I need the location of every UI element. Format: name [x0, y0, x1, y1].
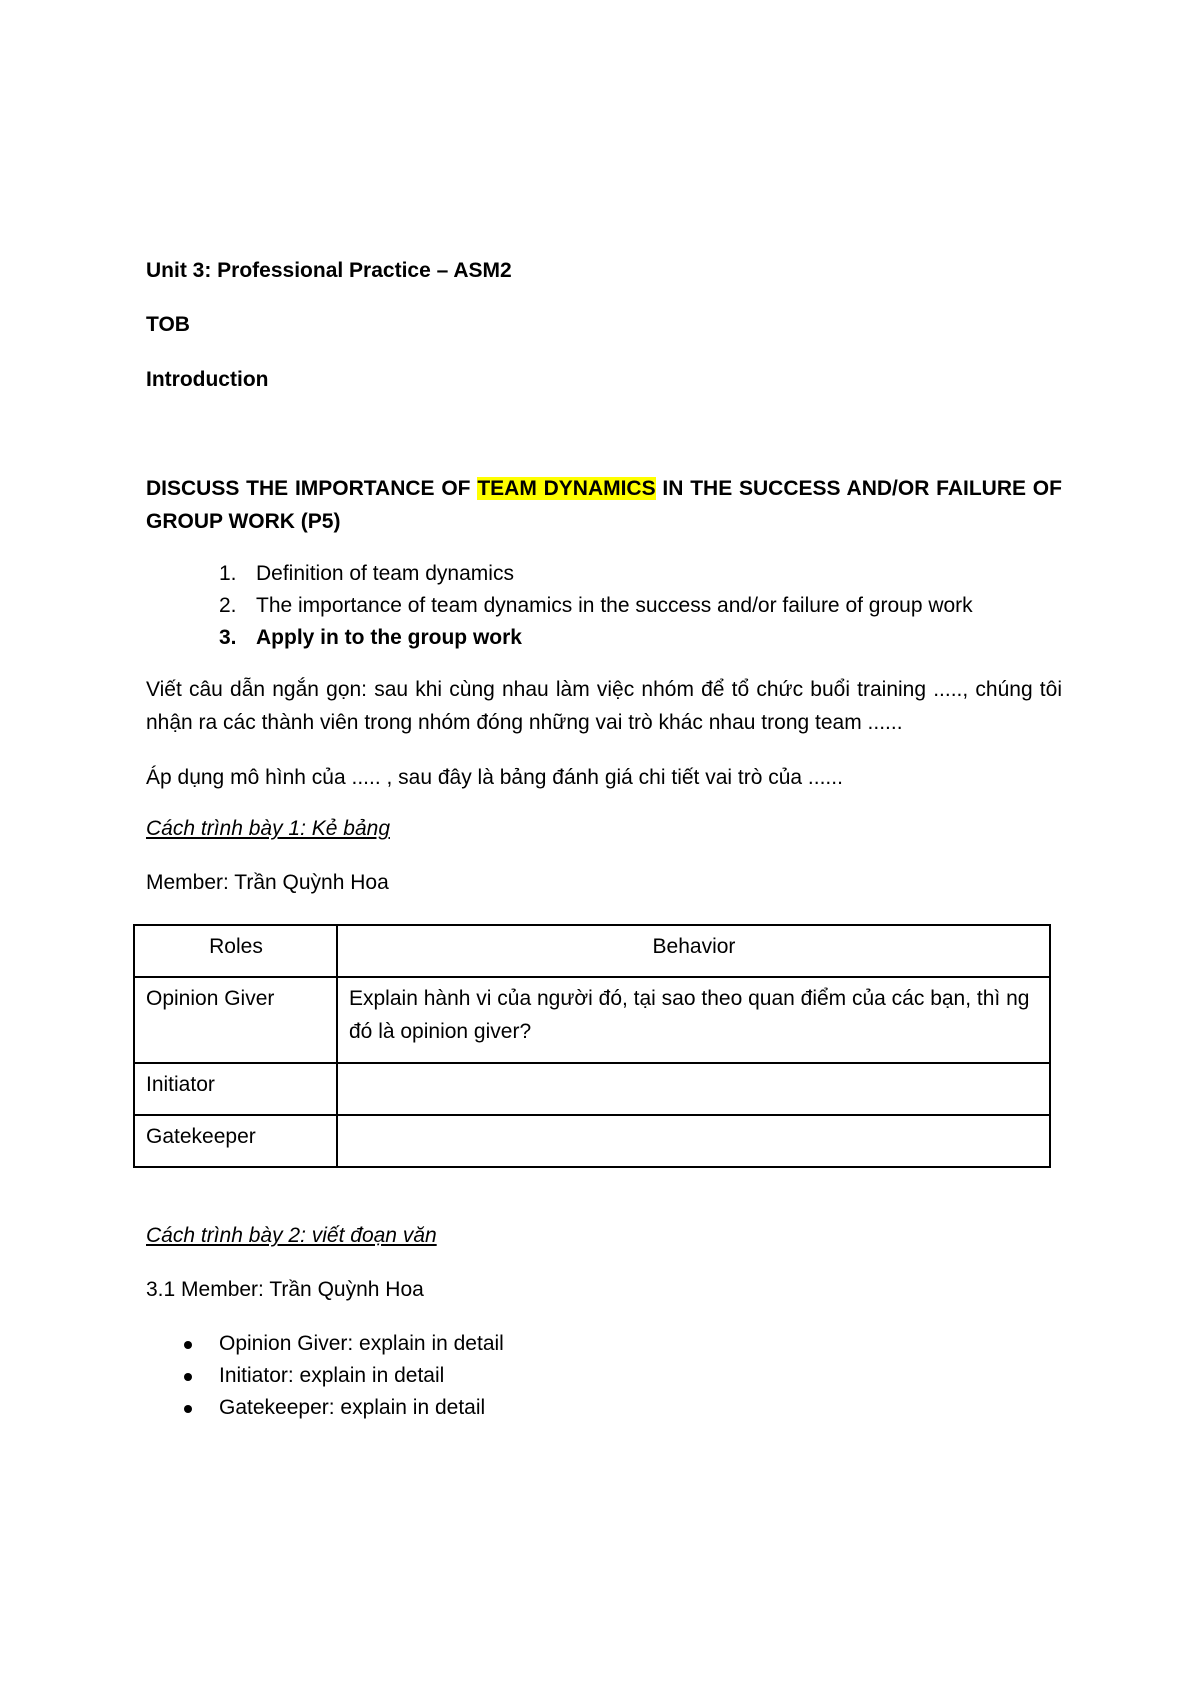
- outline-number: 2.: [219, 594, 237, 617]
- list-item-text: Opinion Giver: explain in detail: [219, 1332, 504, 1355]
- bullet-icon: [184, 1373, 192, 1381]
- role-cell: Opinion Giver: [134, 977, 337, 1063]
- outline-item: [146, 624, 973, 656]
- list-item: [146, 1394, 504, 1426]
- intro-paragraph: Viết câu dẫn ngắn gọn: sau khi cùng nhau làm việc nhóm để tổ chức buổi training ....., chúng tôi nhận ra các thành viên trong nhóm đóng những vai trò khác nhau trong team ......: [146, 678, 1062, 734]
- outline-item: [146, 592, 973, 624]
- behavior-cell: [337, 1115, 1050, 1167]
- role-cell: Initiator: [134, 1063, 337, 1115]
- model-paragraph: Áp dụng mô hình của ..... , sau đây là bảng đánh giá chi tiết vai trò của ......: [146, 766, 843, 789]
- list-item: [146, 1362, 504, 1394]
- document-title: Unit 3: Professional Practice – ASM2: [146, 259, 512, 282]
- outline-item: [146, 560, 973, 592]
- table-row: [134, 1115, 1050, 1167]
- presentation-style-1-label: Cách trình bày 1: Kẻ bảng: [146, 817, 390, 840]
- outline-text: Definition of team dynamics: [256, 562, 514, 585]
- outline-number: 1.: [219, 562, 237, 585]
- section-heading: Introduction: [146, 368, 269, 391]
- heading-text-after: IN THE SUCCESS AND/OR FAILURE OF GROUP WORK (P5): [146, 477, 1062, 533]
- behavior-cell: [337, 1063, 1050, 1115]
- outline-text: The importance of team dynamics in the success and/or failure of group work: [256, 594, 973, 617]
- presentation-style-2-label: Cách trình bày 2: viết đoạn văn: [146, 1224, 437, 1247]
- table-row: [134, 1063, 1050, 1115]
- roles-table: [133, 924, 1051, 1168]
- behavior-cell: Explain hành vi của người đó, tại sao theo quan điểm của các bạn, thì ng đó là opinion giver?: [337, 977, 1050, 1063]
- document-subtitle: TOB: [146, 313, 190, 336]
- assignment-heading: [146, 472, 1062, 538]
- table-header-row: [134, 925, 1050, 977]
- table-row: [134, 977, 1050, 1063]
- role-bullet-list: [146, 1330, 504, 1426]
- header-behavior: Behavior: [337, 925, 1050, 977]
- member-label: Member: Trần Quỳnh Hoa: [146, 871, 389, 894]
- header-roles: Roles: [134, 925, 337, 977]
- list-item-text: Gatekeeper: explain in detail: [219, 1396, 486, 1419]
- outline-text: Apply in to the group work: [256, 626, 522, 649]
- heading-highlight: TEAM DYNAMICS: [477, 477, 656, 500]
- bullet-icon: [184, 1341, 192, 1349]
- role-cell: Gatekeeper: [134, 1115, 337, 1167]
- outline-number: 3.: [219, 626, 237, 649]
- outline-list: [146, 560, 973, 656]
- list-item: [146, 1330, 504, 1362]
- bullet-icon: [184, 1405, 192, 1413]
- member-section-label: 3.1 Member: Trần Quỳnh Hoa: [146, 1278, 424, 1301]
- heading-text-before: DISCUSS THE IMPORTANCE OF: [146, 477, 478, 500]
- list-item-text: Initiator: explain in detail: [219, 1364, 445, 1387]
